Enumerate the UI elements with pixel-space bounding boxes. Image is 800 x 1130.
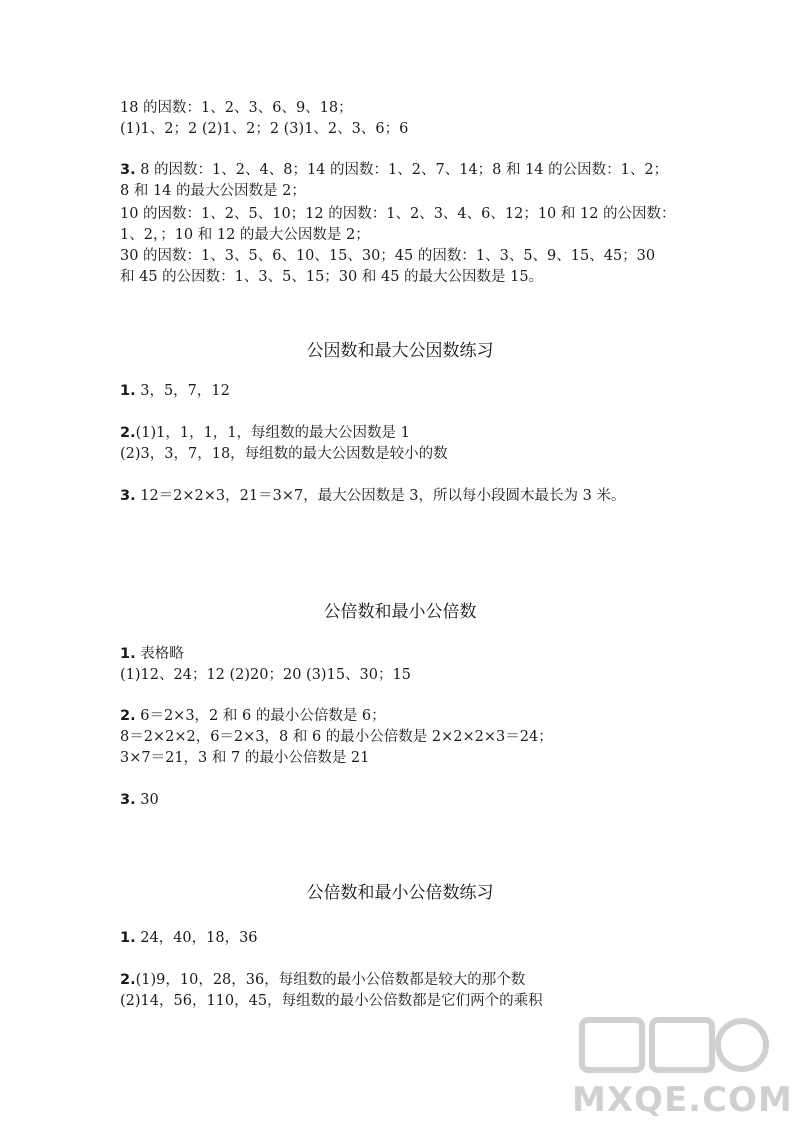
question-3-line [120,486,625,507]
answer-line: (1)1、2；2 (2)1、2；2 (3)1、2、3、6；6 [120,121,409,137]
question-1-line [120,381,230,402]
question-text: 表格略 [135,646,184,662]
question-text: 8 的因数：1、2、4、8；14 的因数：1、2、7、14；8 和 14 的公因数：1、2； [135,162,669,178]
answer-line: 8 和 14 的最大公因数是 2； [120,183,306,199]
question-number: 3. [120,162,136,178]
section-title: 公倍数和最小公倍数练习 [306,883,494,903]
question-1-line [120,644,184,665]
question-2-line [120,970,525,991]
answer-line: (2)3，3，7，18，每组数的最大公因数是较小的数 [120,446,448,462]
question-number: 2. [120,425,136,441]
answer-line: 10 的因数：1、2、5、10；12 的因数：1、2、3、4、6、12；10 和 12 的公因数： [120,206,676,222]
question-text: 30 [135,792,159,808]
question-number: 2. [120,708,136,724]
answer-line: 和 45 的公因数：1、3、5、15；30 和 45 的最大公因数是 15。 [120,269,544,285]
question-number: 1. [120,646,136,662]
question-1-line [120,928,258,949]
question-2-line [120,706,386,727]
answer-line: (2)14，56，110，45，每组数的最小公倍数都是它们两个的乘积 [120,993,543,1009]
answer-line: 30 的因数：1、3、5、6、10、15、30；45 的因数：1、3、5、9、15、45；30 [120,248,656,264]
question-number: 3. [120,792,136,808]
question-text: 6＝2×3，2 和 6 的最小公倍数是 6； [135,708,386,724]
question-text: 3，5，7，12 [135,383,230,399]
question-text: (1)9，10，28，36，每组数的最小公倍数都是较大的那个数 [135,972,526,988]
watermark-text: MXQE.COM [572,1080,793,1120]
section-title: 公因数和最大公因数练习 [306,341,494,361]
question-number: 2. [120,972,136,988]
answer-line: 3×7＝21，3 和 7 的最小公倍数是 21 [120,750,370,766]
question-2-line [120,423,410,444]
question-number: 1. [120,383,136,399]
watermark-logo-icon [572,1000,772,1080]
question-text: 24，40，18，36 [135,930,258,946]
answer-line: 1、2，；10 和 12 的最大公因数是 2； [120,227,370,243]
watermark-logo [572,1000,793,1120]
question-3-line [120,160,668,181]
question-3-line [120,790,159,811]
question-text: 12＝2×2×3，21＝3×7，最大公因数是 3，所以每小段圆木最长为 3 米。 [135,488,626,504]
question-number: 3. [120,488,136,504]
question-number: 1. [120,930,136,946]
question-text: (1)1，1，1，1，每组数的最大公因数是 1 [135,425,410,441]
factors-18-line: 18 的因数：1、2、3、6、9、18； [120,100,353,116]
answer-line: (1)12、24；12 (2)20；20 (3)15、30；15 [120,667,411,683]
answer-line: 8＝2×2×2，6＝2×3，8 和 6 的最小公倍数是 2×2×2×3＝24； [120,729,553,745]
section-title: 公倍数和最小公倍数 [323,602,477,622]
